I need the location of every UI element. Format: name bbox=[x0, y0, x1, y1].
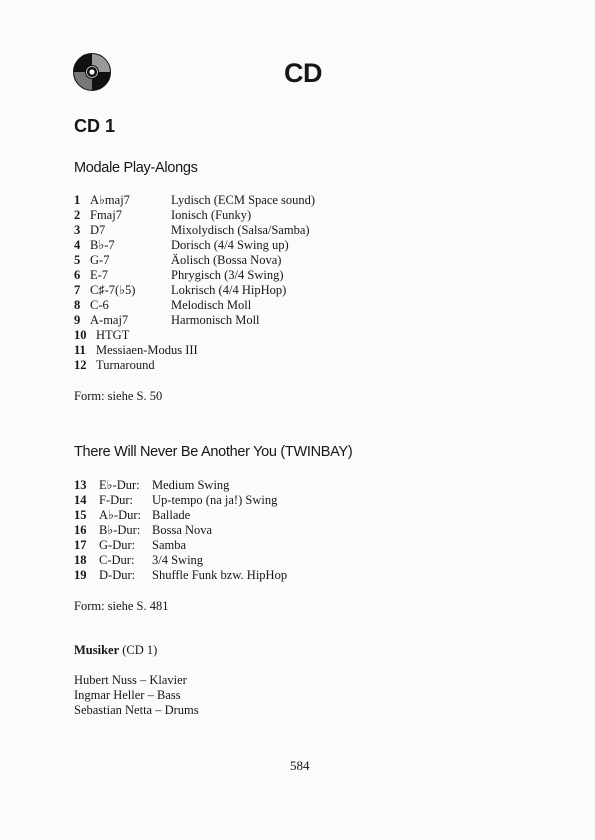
track-number: 1 bbox=[74, 193, 81, 207]
track-key: HTGT bbox=[96, 328, 130, 342]
track-key: A-maj7 bbox=[90, 313, 129, 327]
track-number: 17 bbox=[74, 538, 87, 552]
track-key: Fmaj7 bbox=[90, 208, 122, 222]
track-description: Äolisch (Bossa Nova) bbox=[171, 253, 282, 267]
track-key: F-Dur: bbox=[99, 493, 134, 507]
track-key: D7 bbox=[90, 223, 106, 237]
track-key: C-6 bbox=[90, 298, 109, 312]
track-number: 10 bbox=[74, 328, 87, 342]
track-number: 3 bbox=[74, 223, 81, 237]
track-description: 3/4 Swing bbox=[152, 553, 204, 567]
cd-label: CD 1 bbox=[74, 116, 116, 136]
track-number: 6 bbox=[74, 268, 81, 282]
track-number: 4 bbox=[74, 238, 81, 252]
musician-entry: Hubert Nuss – Klavier bbox=[74, 673, 187, 687]
track-description: Melodisch Moll bbox=[171, 298, 252, 312]
track-key: Turnaround bbox=[96, 358, 155, 372]
track-description: Medium Swing bbox=[152, 478, 230, 492]
track-description: Shuffle Funk bzw. HipHop bbox=[152, 568, 288, 582]
track-key: E♭-Dur: bbox=[99, 478, 140, 492]
track-description: Ballade bbox=[152, 508, 191, 522]
track-number: 14 bbox=[74, 493, 87, 507]
track-number: 18 bbox=[74, 553, 87, 567]
track-number: 11 bbox=[74, 343, 86, 357]
track-number: 7 bbox=[74, 283, 81, 297]
track-key: D-Dur: bbox=[99, 568, 136, 582]
track-number: 19 bbox=[74, 568, 87, 582]
track-key: C-Dur: bbox=[99, 553, 135, 567]
track-description: Mixolydisch (Salsa/Samba) bbox=[171, 223, 310, 237]
musician-entry: Sebastian Netta – Drums bbox=[74, 703, 199, 717]
track-description: Samba bbox=[152, 538, 187, 552]
track-number: 9 bbox=[74, 313, 81, 327]
musicians-heading-rest: (CD 1) bbox=[119, 643, 158, 657]
musician-entry: Ingmar Heller – Bass bbox=[74, 688, 181, 702]
track-number: 15 bbox=[74, 508, 87, 522]
section-heading-twinbay: There Will Never Be Another You (TWINBAY) bbox=[74, 444, 353, 460]
track-key: G-Dur: bbox=[99, 538, 136, 552]
track-description: Up-tempo (na ja!) Swing bbox=[152, 493, 278, 507]
track-key: E-7 bbox=[90, 268, 109, 282]
track-number: 8 bbox=[74, 298, 81, 312]
page-title: CD bbox=[284, 58, 322, 88]
track-key: B♭-7 bbox=[90, 238, 115, 252]
form-reference: Form: siehe S. 50 bbox=[74, 389, 163, 403]
track-number: 12 bbox=[74, 358, 87, 372]
track-description: Lokrisch (4/4 HipHop) bbox=[171, 283, 287, 297]
track-number: 5 bbox=[74, 253, 81, 267]
track-key: G-7 bbox=[90, 253, 110, 267]
form-reference: Form: siehe S. 481 bbox=[74, 599, 169, 613]
track-key: C♯-7(♭5) bbox=[90, 283, 136, 297]
musicians-list bbox=[74, 673, 199, 718]
track-description: Phrygisch (3/4 Swing) bbox=[171, 268, 284, 282]
page-number: 584 bbox=[290, 758, 310, 773]
track-number: 2 bbox=[74, 208, 81, 222]
track-key: B♭-Dur: bbox=[99, 523, 141, 537]
track-description: Harmonisch Moll bbox=[171, 313, 260, 327]
track-key: Messiaen-Modus III bbox=[96, 343, 198, 357]
track-description: Dorisch (4/4 Swing up) bbox=[171, 238, 289, 252]
section-heading-modal: Modale Play-Alongs bbox=[74, 160, 198, 176]
track-description: Lydisch (ECM Space sound) bbox=[171, 193, 316, 207]
track-description: Ionisch (Funky) bbox=[171, 208, 252, 222]
track-description: Bossa Nova bbox=[152, 523, 213, 537]
musicians-heading bbox=[74, 643, 157, 658]
track-number: 16 bbox=[74, 523, 87, 537]
track-key: A♭maj7 bbox=[90, 193, 130, 207]
cd-disc-icon bbox=[73, 53, 111, 91]
track-number: 13 bbox=[74, 478, 87, 492]
musicians-heading-bold: Musiker bbox=[74, 643, 120, 657]
track-key: A♭-Dur: bbox=[99, 508, 141, 522]
